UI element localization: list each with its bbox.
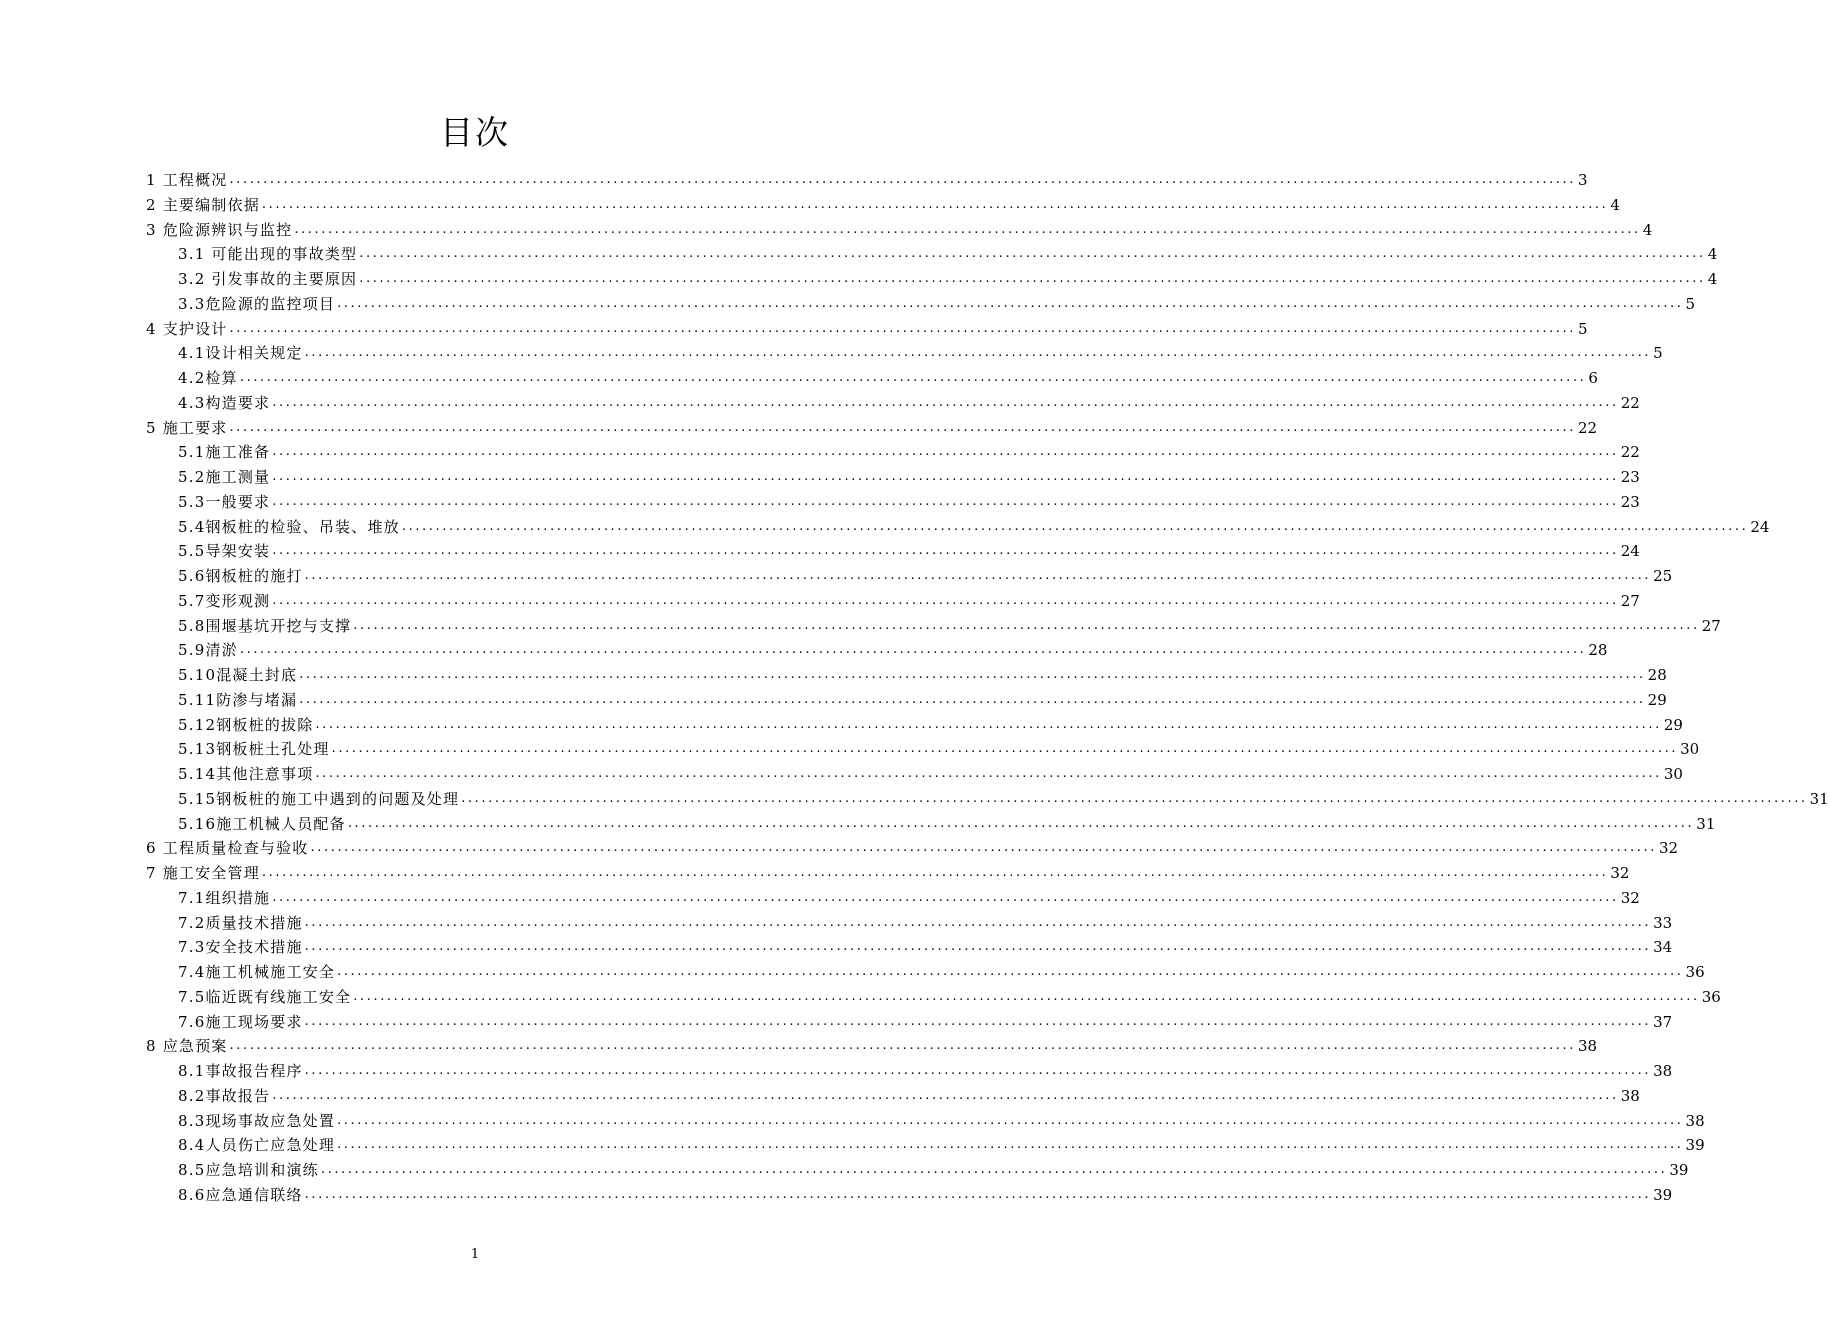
toc-entry-page: 4 — [1707, 245, 1718, 264]
toc-entry[interactable] — [146, 834, 1679, 858]
toc-dot-leader: ........................................................................................................................................................................................................ — [331, 741, 1679, 757]
toc-entry[interactable] — [146, 1032, 1598, 1056]
toc-entry[interactable] — [146, 315, 1588, 339]
toc-dot-leader: ........................................................................................................................................................................................................ — [239, 370, 1587, 385]
toc-entry[interactable] — [146, 216, 1653, 240]
toc-entry-label: 2 主要编制依据 — [146, 195, 260, 214]
toc-dot-leader: ........................................................................................................................................................................................................ — [272, 493, 1619, 509]
toc-dot-leader: ........................................................................................................................................................................................................ — [401, 518, 1749, 534]
toc-entry-label: 7.5临近既有线施工安全 — [178, 987, 352, 1006]
toc-entry[interactable] — [178, 983, 1721, 1007]
toc-entry-label: 5.15钢板桩的施工中遇到的问题及处理 — [178, 789, 460, 808]
toc-entry[interactable] — [178, 463, 1640, 487]
toc-entry-label: 5 施工要求 — [146, 418, 228, 437]
toc-dot-leader: ........................................................................................................................................................................................................ — [304, 1013, 1652, 1029]
toc-entry[interactable] — [178, 1131, 1705, 1155]
toc-entry[interactable] — [146, 859, 1630, 883]
toc-entry-page: 39 — [1685, 1136, 1705, 1155]
toc-entry-label: 8.5应急培训和演练 — [178, 1161, 319, 1179]
toc-entry-label: 7.2质量技术措施 — [178, 913, 303, 932]
toc-entry-label: 5.7变形观测 — [178, 591, 271, 610]
toc-entry-page: 34 — [1653, 938, 1673, 957]
toc-entry-page: 28 — [1588, 641, 1608, 660]
toc-entry-label: 5.8围堰基坑开挖与支撑 — [178, 616, 352, 635]
toc-entry-page: 24 — [1620, 542, 1640, 561]
toc-dot-leader: ........................................................................................................................................................................................................ — [299, 667, 1646, 682]
toc-dot-leader: ........................................................................................................................................................................................................ — [359, 271, 1706, 286]
toc-entry-page: 25 — [1653, 567, 1673, 585]
toc-dot-leader: ........................................................................................................................................................................................................ — [229, 419, 1576, 435]
toc-entry[interactable] — [178, 364, 1598, 388]
toc-entry-page: 36 — [1701, 987, 1721, 1006]
toc-entry[interactable] — [178, 1107, 1705, 1131]
toc-entry-page: 32 — [1658, 839, 1679, 858]
toc-entry-page: 5 — [1685, 294, 1696, 313]
toc-entry-page: 27 — [1620, 591, 1640, 610]
toc-entry-label: 5.5导架安装 — [178, 542, 271, 561]
toc-entry-page: 33 — [1653, 913, 1673, 932]
toc-entry-label: 3.3危险源的监控项目 — [178, 294, 336, 313]
toc-entry-label: 5.4钢板桩的检验、吊装、堆放 — [178, 517, 400, 536]
toc-entry-page: 38 — [1577, 1037, 1598, 1056]
toc-entry-page: 22 — [1620, 393, 1640, 412]
toc-dot-leader: ........................................................................................................................................................................................................ — [315, 716, 1662, 732]
toc-entry-page: 4 — [1642, 220, 1653, 239]
toc-dot-leader: ........................................................................................................................................................................................................ — [310, 840, 1657, 856]
toc-entry-page: 30 — [1663, 765, 1683, 783]
toc-dot-leader: ........................................................................................................................................................................................................ — [461, 790, 1808, 806]
toc-entry-label: 8.2事故报告 — [178, 1086, 271, 1105]
toc-entry-page: 38 — [1653, 1062, 1673, 1080]
toc-entry-page: 29 — [1663, 715, 1683, 734]
toc-entry[interactable] — [178, 760, 1683, 784]
toc-entry-label: 5.13钢板桩土孔处理 — [178, 740, 330, 759]
toc-dot-leader: ........................................................................................................................................................................................................ — [337, 295, 1684, 311]
toc-entry[interactable] — [178, 1057, 1673, 1081]
toc-entry-label: 7.3安全技术措施 — [178, 938, 303, 957]
toc-dot-leader: ........................................................................................................................................................................................................ — [272, 889, 1619, 905]
toc-entry[interactable] — [178, 265, 1718, 289]
toc-dot-leader: ........................................................................................................................................................................................................ — [229, 1038, 1576, 1054]
toc-dot-leader: ........................................................................................................................................................................................................ — [347, 815, 1695, 831]
toc-entry-label: 4.1设计相关规定 — [178, 344, 303, 363]
toc-entry[interactable] — [146, 166, 1588, 190]
toc-dot-leader: ........................................................................................................................................................................................................ — [272, 469, 1619, 484]
toc-entry-label: 7 施工安全管理 — [146, 864, 260, 882]
toc-entry-page: 31 — [1809, 789, 1829, 808]
toc-entry-page: 3 — [1577, 171, 1588, 189]
toc-entry-page: 36 — [1685, 963, 1705, 981]
toc-dot-leader: ........................................................................................................................................................................................................ — [294, 221, 1641, 237]
toc-entry-page: 4 — [1610, 195, 1620, 214]
toc-dot-leader: ........................................................................................................................................................................................................ — [304, 939, 1652, 955]
toc-entry[interactable] — [178, 339, 1663, 363]
toc-dot-leader: ........................................................................................................................................................................................................ — [304, 1063, 1652, 1078]
toc-entry[interactable] — [178, 909, 1673, 933]
toc-entry-page: 23 — [1620, 492, 1640, 511]
toc-dot-leader: ........................................................................................................................................................................................................ — [229, 320, 1576, 336]
toc-entry[interactable] — [178, 1008, 1673, 1032]
toc-entry-label: 8.6应急通信联络 — [178, 1185, 303, 1204]
toc-entry-label: 3.1 可能出现的事故类型 — [178, 245, 358, 264]
toc-dot-leader: ........................................................................................................................................................................................................ — [304, 1186, 1652, 1202]
toc-entry[interactable] — [178, 240, 1718, 264]
toc-entry[interactable] — [178, 686, 1667, 710]
toc-dot-leader: ........................................................................................................................................................................................................ — [272, 444, 1619, 460]
toc-entry[interactable] — [178, 1181, 1673, 1205]
toc-entry[interactable] — [178, 389, 1640, 413]
toc-entry-page: 24 — [1750, 517, 1770, 536]
toc-dot-leader: ........................................................................................................................................................................................................ — [229, 172, 1576, 187]
toc-entry-label: 3 危险源辨识与监控 — [146, 220, 293, 239]
toc-entry-label: 5.1施工准备 — [178, 443, 271, 462]
toc-entry-label: 8 应急预案 — [146, 1037, 228, 1056]
toc-entry-page: 29 — [1647, 690, 1667, 709]
toc-entry-label: 5.2施工测量 — [178, 468, 271, 486]
toc-entry-page: 28 — [1647, 666, 1667, 684]
toc-entry-page: 4 — [1707, 270, 1718, 288]
toc-entry[interactable] — [178, 612, 1721, 636]
toc-entry[interactable] — [178, 884, 1640, 908]
toc-entry-label: 4 支护设计 — [146, 319, 228, 338]
toc-entry[interactable] — [146, 414, 1598, 438]
toc-dot-leader: ........................................................................................................................................................................................................ — [272, 592, 1619, 608]
toc-entry-label: 8.3现场事故应急处置 — [178, 1111, 336, 1130]
toc-entry-page: 6 — [1588, 369, 1598, 387]
toc-dot-leader: ........................................................................................................................................................................................................ — [359, 246, 1706, 262]
toc-dot-leader: ........................................................................................................................................................................................................ — [239, 642, 1587, 658]
toc-dot-leader: ........................................................................................................................................................................................................ — [353, 617, 1700, 633]
toc-dot-leader: ........................................................................................................................................................................................................ — [272, 394, 1619, 410]
toc-entry-page: 32 — [1620, 888, 1640, 907]
toc-dot-leader: ........................................................................................................................................................................................................ — [272, 543, 1619, 559]
toc-entry-label: 5.16施工机械人员配备 — [178, 814, 346, 833]
toc-entry-page: 31 — [1696, 814, 1716, 833]
toc-entry[interactable] — [178, 1156, 1689, 1180]
toc-entry[interactable] — [178, 438, 1640, 462]
toc-entry-label: 8.4人员伤亡应急处理 — [178, 1136, 336, 1155]
toc-dot-leader: ........................................................................................................................................................................................................ — [337, 1112, 1684, 1128]
toc-entry[interactable] — [178, 562, 1673, 586]
toc-entry[interactable] — [178, 290, 1696, 314]
toc-entry-page: 30 — [1680, 740, 1700, 759]
toc-entry-label: 8.1事故报告程序 — [178, 1062, 303, 1080]
toc-entry-label: 5.14其他注意事项 — [178, 765, 314, 783]
toc-entry-page: 27 — [1701, 616, 1721, 635]
toc-entry-label: 1 工程概况 — [146, 171, 228, 189]
toc-entry[interactable] — [178, 636, 1608, 660]
toc-entry-page: 38 — [1685, 1111, 1705, 1130]
toc-entry-page: 38 — [1620, 1086, 1640, 1105]
toc-entry[interactable] — [178, 488, 1640, 512]
toc-entry-label: 5.11防渗与堵漏 — [178, 690, 298, 709]
toc-entry[interactable] — [178, 958, 1705, 982]
toc-entry-page: 5 — [1653, 344, 1663, 363]
toc-dot-leader: ........................................................................................................................................................................................................ — [353, 988, 1700, 1004]
toc-entry-label: 3.2 引发事故的主要原因 — [178, 270, 358, 288]
toc-dot-leader: ........................................................................................................................................................................................................ — [261, 865, 1609, 880]
toc-entry-label: 6 工程质量检查与验收 — [146, 839, 309, 858]
toc-entry-label: 4.3构造要求 — [178, 393, 271, 412]
toc-entry-label: 5.10混凝土封底 — [178, 666, 298, 684]
toc-entry[interactable] — [178, 810, 1716, 834]
toc-entry-label: 5.6钢板桩的施打 — [178, 567, 303, 585]
toc-entry-page: 23 — [1620, 468, 1640, 486]
toc-entry-page: 39 — [1653, 1185, 1673, 1204]
toc-dot-leader: ........................................................................................................................................................................................................ — [337, 964, 1684, 979]
toc-dot-leader: ........................................................................................................................................................................................................ — [337, 1137, 1684, 1153]
toc-title: 目次 — [440, 113, 510, 152]
toc-dot-leader: ........................................................................................................................................................................................................ — [304, 914, 1652, 930]
toc-entry-label: 7.6施工现场要求 — [178, 1012, 303, 1031]
toc-entry-label: 5.9清淤 — [178, 641, 238, 660]
toc-entry-page: 32 — [1610, 864, 1630, 882]
toc-entry-page: 5 — [1577, 319, 1588, 338]
toc-entry-label: 5.12钢板桩的拔除 — [178, 715, 314, 734]
toc-dot-leader: ........................................................................................................................................................................................................ — [272, 1087, 1619, 1103]
toc-entry[interactable] — [178, 537, 1640, 561]
toc-entry-label: 4.2检算 — [178, 369, 238, 387]
toc-entry[interactable] — [146, 191, 1620, 215]
toc-entry-page: 39 — [1669, 1161, 1689, 1179]
toc-entry[interactable] — [178, 711, 1683, 735]
toc-entry-page: 37 — [1653, 1012, 1673, 1031]
toc-entry-page: 22 — [1577, 418, 1598, 437]
toc-dot-leader: ........................................................................................................................................................................................................ — [304, 568, 1652, 583]
toc-dot-leader: ........................................................................................................................................................................................................ — [320, 1162, 1668, 1177]
toc-entry-label: 5.3一般要求 — [178, 492, 271, 511]
toc-entry[interactable] — [178, 513, 1770, 537]
toc-entry[interactable] — [178, 1082, 1640, 1106]
toc-dot-leader: ........................................................................................................................................................................................................ — [304, 345, 1652, 361]
toc-entry[interactable] — [178, 587, 1640, 611]
toc-entry[interactable] — [178, 785, 1829, 809]
toc-dot-leader: ........................................................................................................................................................................................................ — [299, 691, 1646, 707]
toc-dot-leader: ........................................................................................................................................................................................................ — [261, 196, 1609, 212]
toc-entry[interactable] — [178, 661, 1667, 685]
toc-dot-leader: ........................................................................................................................................................................................................ — [315, 766, 1662, 781]
toc-entry-label: 7.4施工机械施工安全 — [178, 963, 336, 981]
toc-entry[interactable] — [178, 933, 1673, 957]
page-number: 1 — [470, 1247, 480, 1262]
toc-entry-page: 22 — [1620, 443, 1640, 462]
toc-entry-label: 7.1组织措施 — [178, 888, 271, 907]
toc-entry[interactable] — [178, 735, 1700, 759]
